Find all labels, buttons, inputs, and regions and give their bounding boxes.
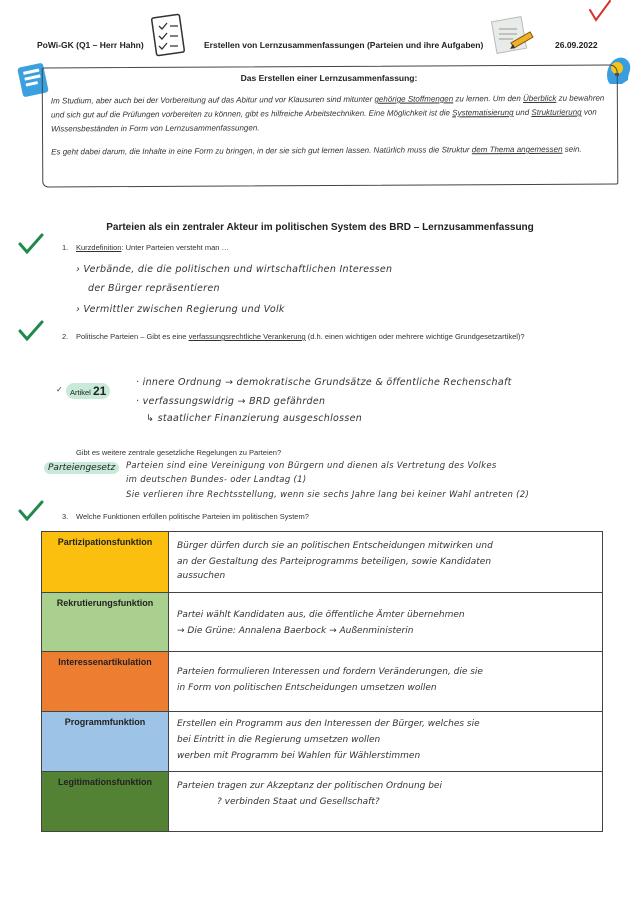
- answer-line: → Die Grüne: Annalena Baerbock → Außenministerin: [177, 626, 414, 636]
- course-label: PoWi-GK (Q1 – Herr Hahn): [37, 40, 144, 50]
- intro-heading: Das Erstellen einer Lernzusammenfassung:: [240, 73, 418, 83]
- intro-text: zu bewahren und sich gut auf die Prüfungen vorbereiten zu können, gibt es hilfreiche Arbeitstechniken. Eine Möglichkeit ist die: [50, 93, 605, 120]
- function-label: Legitimationsfunktion: [42, 772, 169, 832]
- question-number: 2.: [62, 332, 69, 341]
- function-description: [169, 652, 603, 712]
- answer-line: Sie verlieren ihre Rechtsstellung, wenn sie sechs Jahre lang bei keiner Wahl antreten (2): [126, 490, 530, 500]
- intro-keyword: dem Thema angemessen: [471, 144, 563, 155]
- answer-line: · verfassungswidrig → BRD gefährden: [136, 396, 326, 407]
- answer-line: › Vermittler zwischen Regierung und Volk: [76, 304, 285, 315]
- paper-pencil-icon: [489, 15, 535, 57]
- document-title: Erstellen von Lernzusammenfassungen (Parteien und ihre Aufgaben): [204, 40, 484, 50]
- function-description: [169, 712, 603, 772]
- intro-text: zu lernen. Um den: [453, 93, 524, 104]
- intro-text: sein.: [562, 144, 582, 154]
- answer-line: › Verbände, die die politischen und wirtschaftlichen Interessen: [76, 264, 393, 275]
- table-row: [42, 593, 603, 652]
- article-badge: [66, 383, 110, 399]
- checkmark-icon: [18, 233, 44, 255]
- answer-line: aussuchen: [177, 571, 226, 581]
- checkmark-icon: [18, 320, 44, 342]
- answer-line: · innere Ordnung → demokratische Grundsätze & öffentliche Rechenschaft: [136, 377, 512, 388]
- answer-line: Erstellen ein Programm aus den Interessen der Bürger, welches sie: [177, 719, 480, 729]
- intro-paragraph-1: [51, 92, 609, 137]
- intro-keyword: Überblick: [522, 93, 557, 103]
- function-label: Interessenartikulation: [42, 652, 169, 712]
- functions-table: [41, 531, 603, 832]
- question-2: [62, 331, 546, 342]
- checklist-icon: [151, 13, 187, 59]
- intro-text: von Wissensbeständen in Form von Lernzusammenfassungen.: [50, 107, 597, 134]
- answer-line: der Bürger repräsentieren: [88, 283, 220, 294]
- checkmark-icon: [587, 0, 613, 24]
- intro-keyword: Systematisierung: [452, 108, 514, 118]
- table-row: [42, 712, 603, 772]
- intro-text: und: [513, 107, 532, 118]
- function-label: Programmfunktion: [42, 712, 169, 772]
- question-1: [62, 243, 229, 252]
- question-number: 3.: [62, 512, 69, 521]
- answer-line: Bürger dürfen durch sie an politischen Entscheidungen mitwirken und: [177, 541, 493, 551]
- answer-line: bei Eintritt in die Regierung umsetzen wollen: [177, 735, 381, 745]
- document-date: 26.09.2022: [555, 40, 598, 50]
- function-label: Rekrutierungsfunktion: [42, 593, 169, 652]
- answer-line: werben mit Programm bei Wahlen für Wählerstimmen: [177, 751, 421, 761]
- answer-line: im deutschen Bundes- oder Landtag (1): [126, 475, 307, 485]
- checkmark-icon: [18, 500, 44, 522]
- answer-line: Parteien formulieren Interessen und fordern Veränderungen, die sie: [177, 667, 483, 677]
- answer-line: in Form von politischen Entscheidungen umsetzen wollen: [177, 683, 437, 693]
- answer-line: ? verbinden Staat und Gesellschaft?: [217, 797, 380, 807]
- answer-line: Parteien sind eine Vereinigung von Bürgern und dienen als Vertretung des Volkes: [126, 461, 497, 471]
- function-description: [169, 593, 603, 652]
- article-label: Artikel: [70, 388, 91, 397]
- summary-title: Parteien als ein zentraler Akteur im politischen System des BRD – Lernzusammenfassung: [106, 222, 534, 233]
- answer-line: an der Gestaltung des Parteiprogramms beteiligen, sowie Kandidaten: [177, 557, 492, 567]
- question-text: : Unter Parteien versteht man …: [121, 243, 229, 252]
- answer-line: ↳ staatlicher Finanzierung ausgeschlossen: [146, 413, 363, 424]
- answer-line: Partei wählt Kandidaten aus, die öffentliche Ämter übernehmen: [177, 610, 465, 620]
- article-number: 21: [92, 384, 107, 398]
- function-description: [169, 532, 603, 593]
- bullet-check: ✓: [56, 385, 63, 394]
- question-keyword: verfassungsrechtliche Verankerung: [188, 332, 306, 341]
- followup-question: Gibt es weitere zentrale gesetzliche Regelungen zu Parteien?: [76, 448, 282, 457]
- question-number: 1.: [62, 243, 69, 252]
- intro-keyword: gehörige Stoffmengen: [374, 94, 454, 104]
- intro-text: Im Studium, aber auch bei der Vorbereitung auf das Abitur und vor Klausuren sind mitunter: [50, 94, 375, 106]
- function-label: Partizipationsfunktion: [42, 532, 169, 593]
- answer-line: Parteien tragen zur Akzeptanz der politischen Ordnung bei: [177, 781, 442, 791]
- question-text: (d.h. einen wichtigen oder mehrere wichtige Grundgesetzartikel)?: [305, 332, 525, 341]
- law-badge: Parteiengesetz: [44, 462, 119, 474]
- intro-text: Es geht dabei darum, die Inhalte in eine Form zu bringen, in der sie sich gut lernen lassen. Natürlich muss die Struktur: [51, 145, 472, 157]
- function-description: [169, 772, 603, 832]
- intro-paragraph-2: [51, 143, 609, 160]
- question-text: Welche Funktionen erfüllen politische Parteien im politischen System?: [76, 512, 309, 521]
- table-row: [42, 772, 603, 832]
- intro-keyword: Strukturierung: [531, 107, 582, 117]
- question-3: [62, 512, 309, 521]
- table-row: [42, 652, 603, 712]
- question-text: Politische Parteien – Gibt es eine: [76, 332, 189, 341]
- question-keyword: Kurzdefinition: [76, 243, 122, 252]
- table-row: [42, 532, 603, 593]
